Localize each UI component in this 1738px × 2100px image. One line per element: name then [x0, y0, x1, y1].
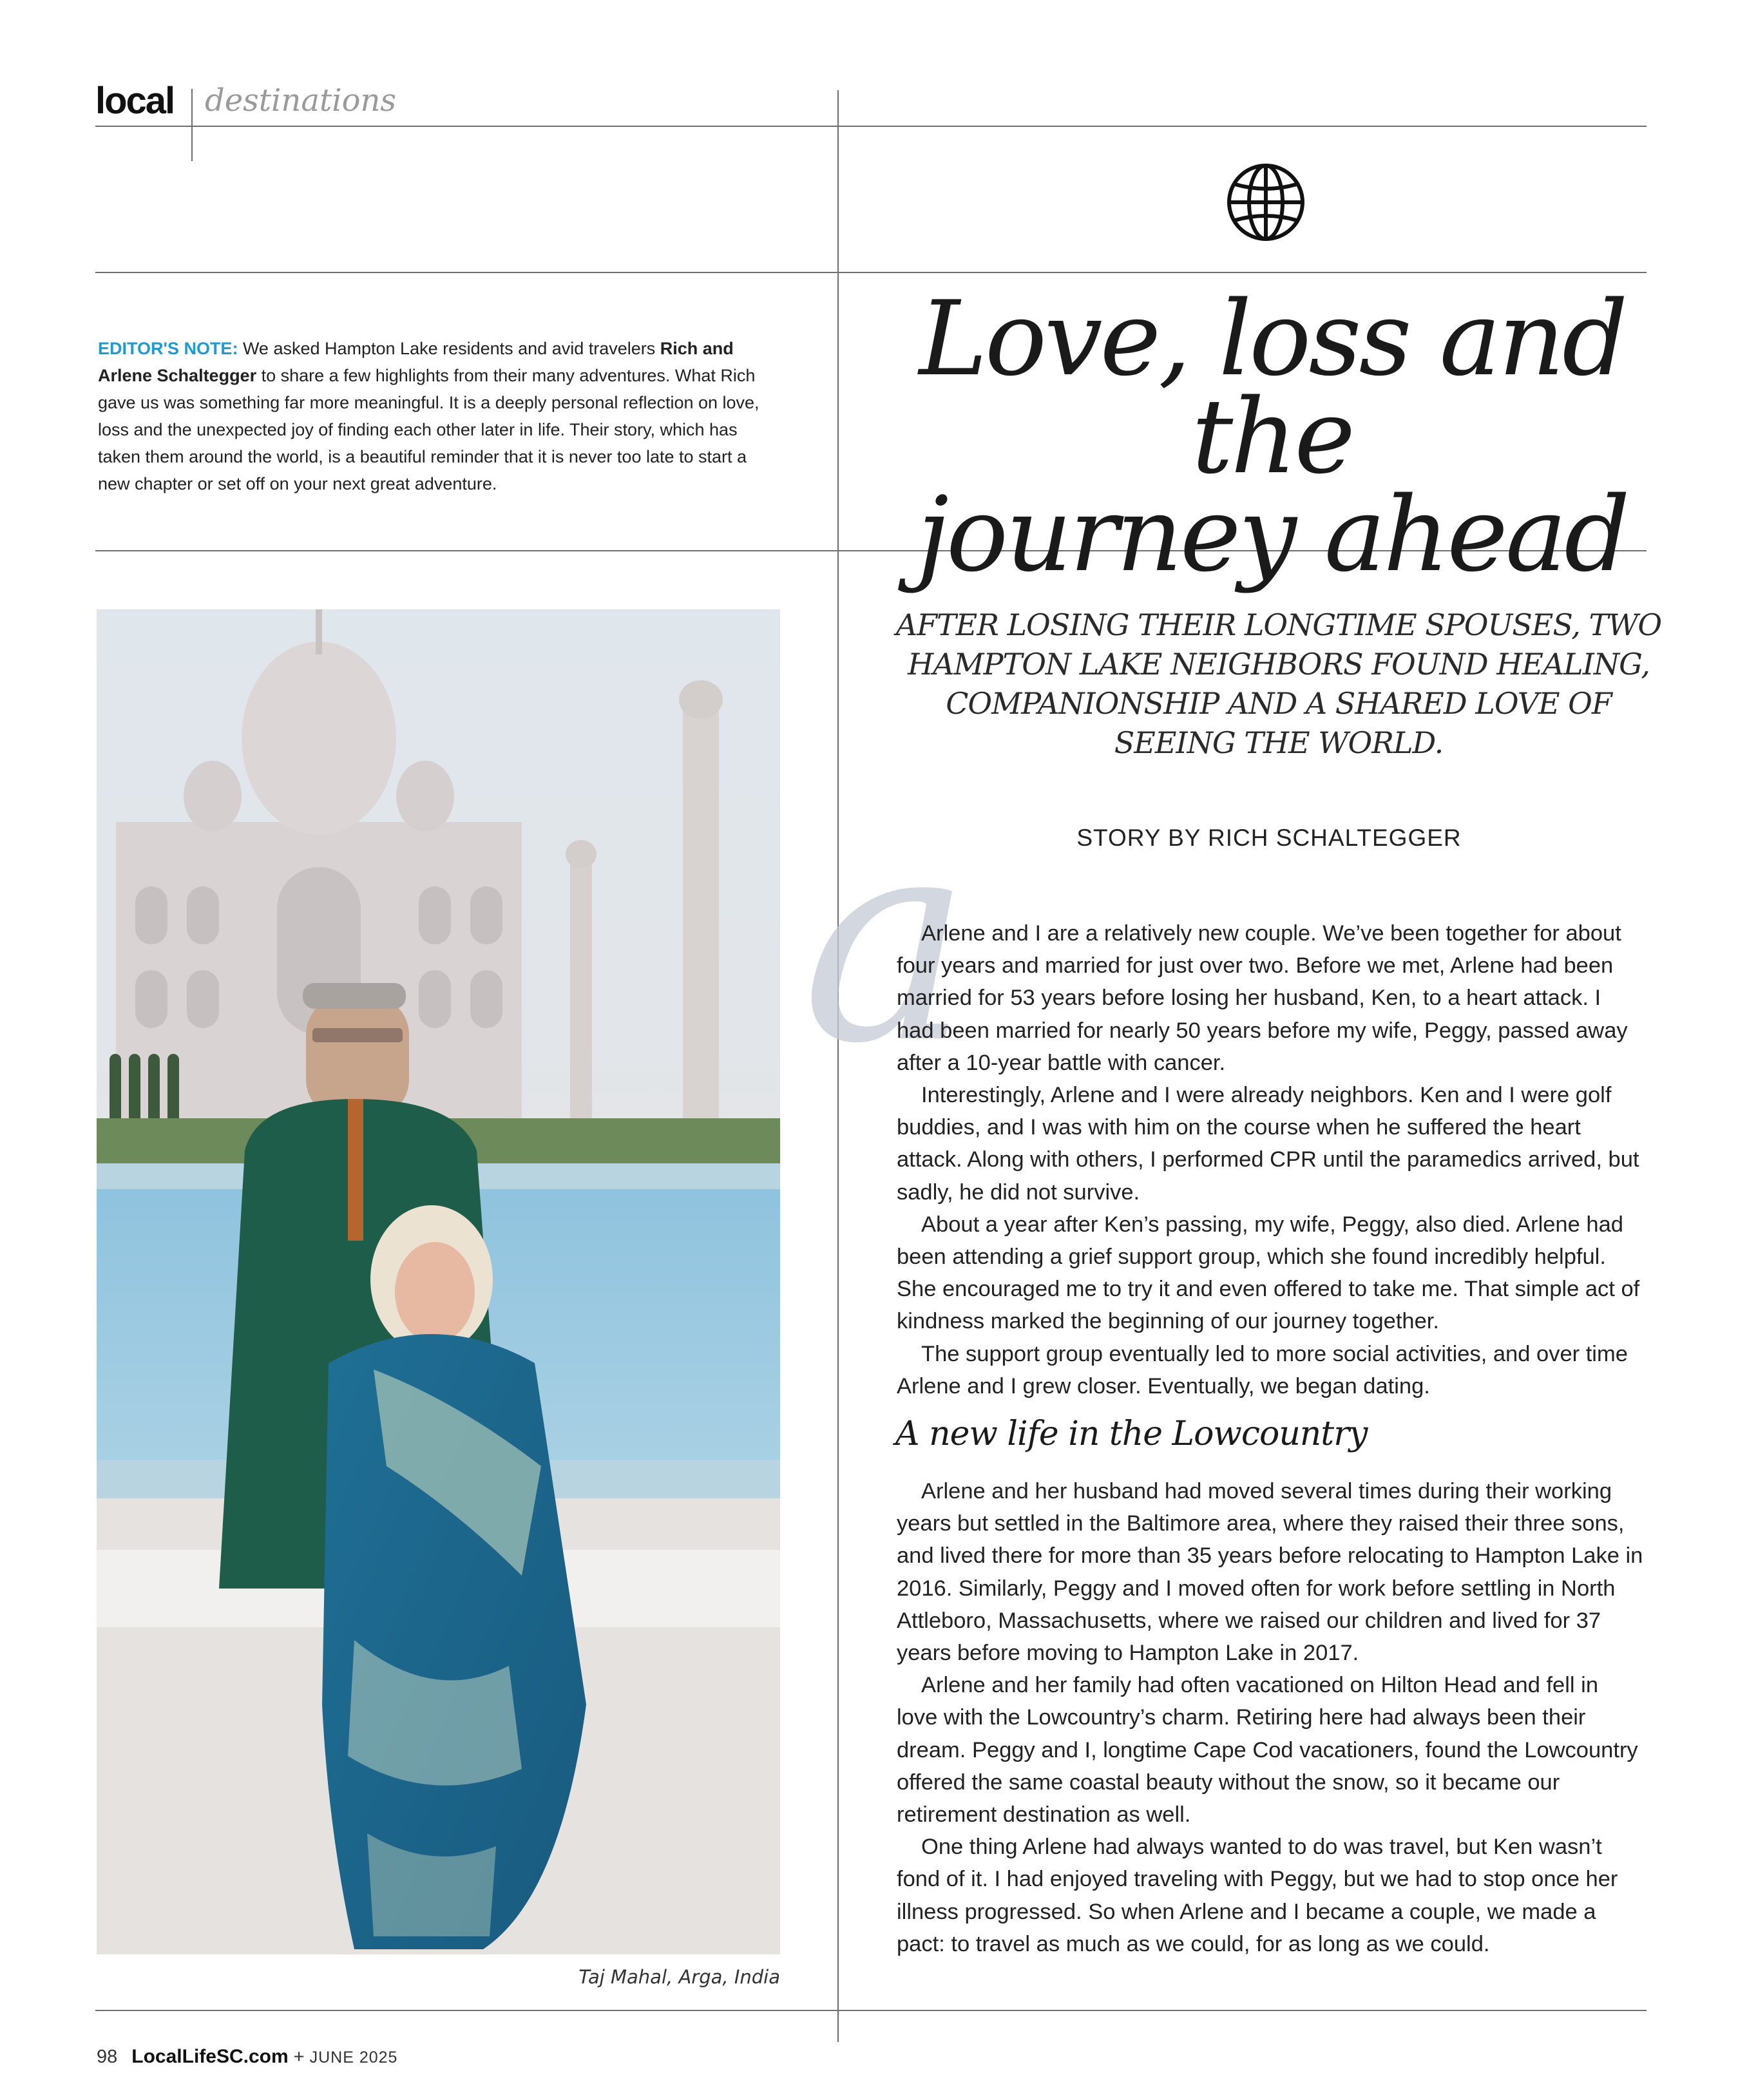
paragraph: Arlene and her husband had moved several times during their working years but settled in the Baltimore area, where they raised their three sons, and lived there for more than 35 years before relocating to Hampton Lake in 2016. Similarly, Peggy and I moved often for work before settling in North Attleboro, Massachusetts, where we raised our children and lived for 37 years before moving to Hampton Lake in 2017.: [897, 1479, 1643, 1666]
title-line-1: Love, loss and the: [919, 278, 1626, 497]
paragraph: The support group eventually led to more social activities, and over time Arlene and I grew closer. Eventually, we began dating.: [897, 1341, 1628, 1398]
article-deck: AFTER LOSING THEIR LONGTIME SPOUSES, TWO HAMPTON LAKE NEIGHBORS FOUND HEALING, COMPANIONSHIP AND A SHARED LOVE OF SEEING THE WORLD.: [895, 607, 1662, 760]
globe-icon: [1226, 162, 1306, 242]
footer-separator: +: [293, 2047, 305, 2067]
footer: [97, 2046, 397, 2068]
issue-date: JUNE 2025: [309, 2048, 398, 2067]
editor-note-text: We asked Hampton Lake residents and avid travelers: [238, 339, 660, 358]
page-number: 98: [97, 2047, 118, 2067]
taj-mahal-photo: [97, 609, 780, 1954]
paragraph: One thing Arlene had always wanted to do was travel, but Ken wasn’t fond of it. I had enjoyed traveling with Peggy, but we had to stop once her illness progressed. So when Arlene and I became a couple, we made a pact: to travel as much as we could, for as long as we could.: [897, 1835, 1618, 1956]
editor-note-text-cont: to share a few highlights from their many adventures. What Rich gave us was something far more meaningful. It is a deeply personal reflection on love, loss and the unexpected joy of finding each other later in life. Their story, which has taken them around the world, is a beautiful reminder that it is never too late to start a new chapter or set off on your next great adventure.: [98, 366, 759, 493]
article-title: [837, 278, 1707, 595]
brand-logo: local: [95, 80, 175, 122]
header-rule: [95, 126, 1647, 127]
subhead: A new life in the Lowcountry: [895, 1415, 1368, 1453]
editor-note: [98, 335, 774, 497]
editor-note-label: EDITOR'S NOTE:: [98, 339, 238, 358]
header-divider: [191, 89, 193, 161]
section-label: destinations: [205, 82, 397, 119]
title-line-2: journey ahead: [917, 474, 1628, 595]
article-body-2: [897, 1475, 1644, 1960]
photo-caption: Taj Mahal, Arga, India: [578, 1966, 780, 1988]
drop-cap: a: [802, 776, 971, 1105]
photo-illustration: [97, 609, 780, 1954]
paragraph: Arlene and I are a relatively new couple. We’ve been together for about four years and married for just over two. Before we met, Arlene had been married for 53 years before losing her husband, Ken, to a heart attack. I had been married for nearly 50 years before my wife, Peggy, passed away after a 10-year battle with cancer.: [897, 921, 1628, 1075]
paragraph: Arlene and her family had often vacationed on Hilton Head and fell in love with the Lowcountry’s charm. Retiring here had always been their dream. Peggy and I, longtime Cape Cod vacationers, found the Lowcountry offered the same coastal beauty without the snow, so it became our retirement destination as well.: [897, 1673, 1638, 1828]
byline: STORY BY RICH SCHALTEGGER: [1076, 825, 1462, 851]
article-body: [897, 917, 1644, 1402]
site-name: LocalLifeSC.com: [131, 2046, 289, 2067]
footer-rule: [95, 2010, 1647, 2011]
rule-top-section: [95, 272, 1647, 273]
editor-note-names: Rich and Arlene Schaltegger: [98, 339, 734, 385]
paragraph: About a year after Ken’s passing, my wife, Peggy, also died. Arlene had been attending a grief support group, which she found incredibly helpful. She encouraged me to try it and even offered to take me. That simple act of kindness marked the beginning of our journey together.: [897, 1212, 1640, 1334]
paragraph: Interestingly, Arlene and I were already neighbors. Ken and I were golf buddies, and I was with him on the course when he suffered the heart attack. Along with others, I performed CPR until the paramedics arrived, but sadly, he did not survive.: [897, 1083, 1639, 1205]
